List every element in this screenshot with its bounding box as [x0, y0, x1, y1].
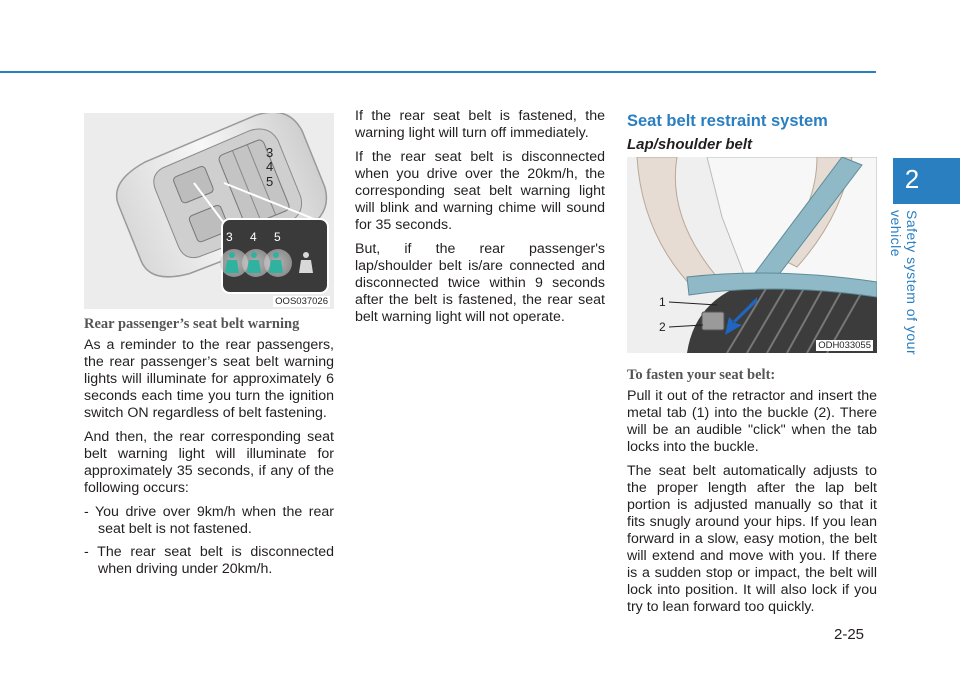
col2-paragraph: But, if the rear passenger's lap/shoulder belt is/are connected and disconnected twice within 9 seconds after the belt is fastened, the rear seat belt warning light will not operate. — [355, 241, 605, 325]
col2-paragraph: If the rear seat belt is fastened, the warning light will turn off immediately. — [355, 108, 605, 141]
figure-code: OOS037026 — [275, 296, 328, 307]
col3-body — [627, 388, 877, 623]
lap-shoulder-belt-figure — [627, 157, 877, 353]
figure-label-2: 2 — [659, 320, 666, 334]
col2-body — [355, 108, 605, 333]
col1-list-item: - You drive over 9km/h when the rear seat belt is not fastened. — [84, 504, 334, 537]
rear-seat-warning-figure — [84, 113, 334, 309]
seat-belt-illustration — [627, 157, 877, 353]
car-label-5: 5 — [266, 174, 274, 189]
rear-warning-heading: Rear passenger’s seat belt warning — [84, 316, 300, 332]
col1-paragraph: And then, the rear corresponding seat belt warning light will illuminate for approximately 35 seconds, if any of the following occurs: — [84, 429, 334, 496]
inset-label-5: 5 — [274, 230, 281, 244]
page-number: 2-25 — [834, 626, 865, 643]
inset-label-3: 3 — [226, 230, 233, 244]
chapter-tab — [893, 158, 960, 204]
col2-paragraph: If the rear seat belt is disconnected when you drive over the 20km/h, the corresponding seat belt warning light will blink and warning chime will sound for 35 seconds. — [355, 149, 605, 233]
sub-title: Lap/shoulder belt — [627, 136, 753, 153]
figure-code: ODH033055 — [818, 340, 871, 351]
figure-label-1: 1 — [659, 295, 666, 309]
col3-paragraph: Pull it out of the retractor and insert the metal tab (1) into the buckle (2). There will be an audible "click" when the tab locks into the buckle. — [627, 388, 877, 455]
car-label-3: 3 — [266, 145, 274, 160]
chapter-number: 2 — [904, 164, 920, 194]
col1-body — [84, 337, 334, 584]
car-label-4: 4 — [266, 159, 274, 174]
car-top-view-illustration — [84, 113, 334, 309]
section-title: Seat belt restraint system — [627, 112, 828, 130]
fasten-heading: To fasten your seat belt: — [627, 367, 776, 383]
header-rule — [0, 71, 876, 73]
col1-list-item: - The rear seat belt is disconnected when driving under 20km/h. — [84, 544, 334, 577]
inset-label-4: 4 — [250, 230, 257, 244]
col1-paragraph: As a reminder to the rear passengers, the rear passenger’s seat belt warning lights will illuminate for approximately 6 seconds each time you turn the ignition switch ON regardless of belt fastening. — [84, 337, 334, 421]
chapter-title: Safety system of your vehicle — [888, 210, 920, 356]
col3-paragraph: The seat belt automatically adjusts to the proper length after the lap belt portion is adjusted manually so that it fits snugly around your hips. If you lean forward in a slow, easy motion, the belt will extend and move with you. If there is a sudden stop or impact, the belt will lock into position. It will also lock if you try to lean forward too quickly. — [627, 463, 877, 615]
